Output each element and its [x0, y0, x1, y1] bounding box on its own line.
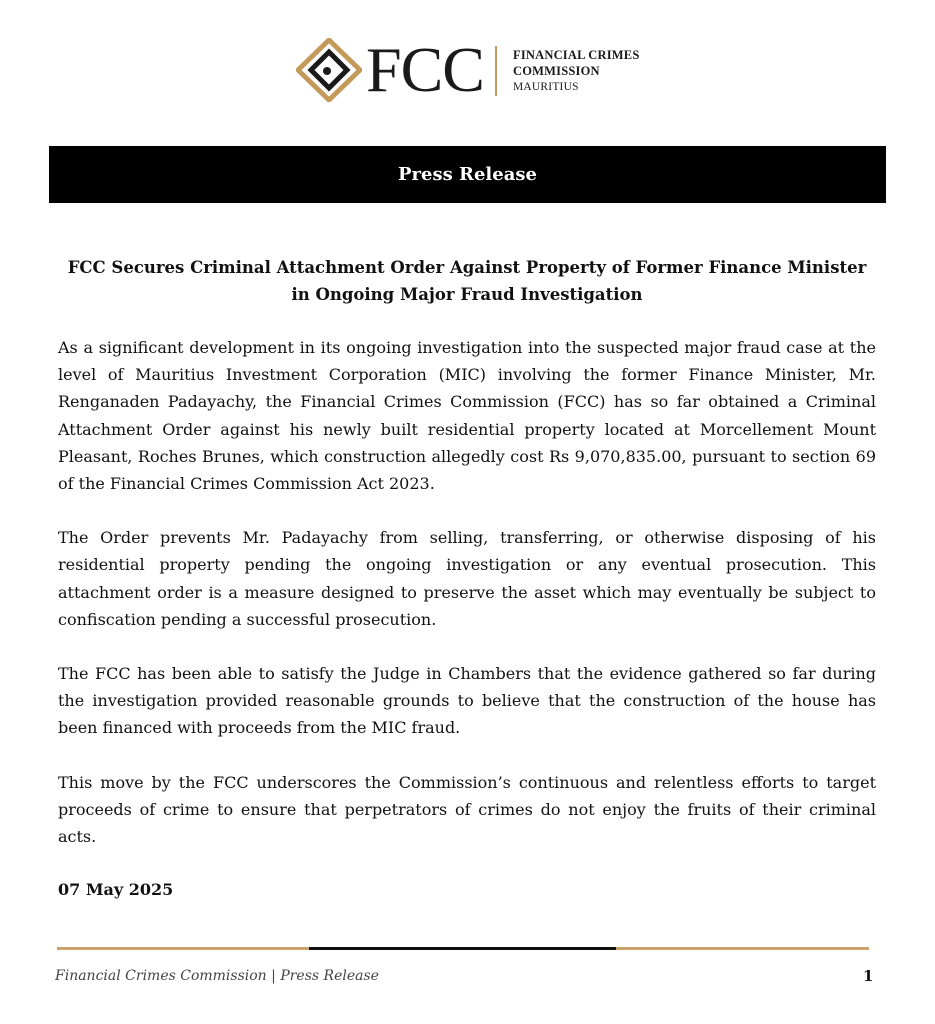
logo-org-line-1: FINANCIAL CRIMES — [513, 48, 640, 62]
headline: FCC Secures Criminal Attachment Order Against Property of Former Finance Minister in Ongoing Major Fraud Investigation — [67, 258, 867, 304]
banner-label: Press Release — [398, 164, 537, 185]
logo-wordmark: FCC — [366, 34, 484, 105]
logo-org-line-3: MAURITIUS — [513, 81, 579, 93]
fcc-diamond-emblem-icon — [296, 38, 362, 102]
body-text — [58, 334, 876, 877]
footer-rule-gold-right — [616, 947, 869, 950]
footer-rule-black-center — [309, 947, 616, 950]
logo-org-name — [513, 47, 639, 95]
footer-rule-gold-left — [57, 947, 309, 950]
paragraph: The Order prevents Mr. Padayachy from selling, transferring, or otherwise disposing of his residential property pending the ongoing investigation or any eventual prosecution. This attachment order is a measure designed to preserve the asset which may eventually be subject to confiscation pending a successful prosecution. — [58, 528, 876, 629]
paragraph: The FCC has been able to satisfy the Judge in Chambers that the evidence gathered so far during the investigation provided reasonable grounds to believe that the construction of the house has been financed with proceeds from the MIC fraud. — [58, 664, 876, 738]
paragraph: As a significant development in its ongoing investigation into the suspected major fraud case at the level of Mauritius Investment Corporation (MIC) involving the former Finance Minister, Mr. Renganaden Padayachy, the Financial Crimes Commission (FCC) has so far obtained a Criminal Attachment Order against his newly built residential property located at Morcellement Mount Pleasant, Roches Brunes, which construction allegedly cost Rs 9,070,835.00, pursuant to section 69 of the Financial Crimes Commission Act 2023. — [58, 338, 876, 494]
footer-caption: Financial Crimes Commission | Press Release — [55, 968, 379, 984]
logo-divider — [495, 46, 497, 96]
fcc-logo — [296, 34, 646, 105]
logo-org-line-2: COMMISSION — [513, 64, 600, 78]
paragraph: This move by the FCC underscores the Commission’s continuous and relentless efforts to target proceeds of crime to ensure that perpetrators of crimes do not enjoy the fruits of their criminal acts. — [58, 772, 876, 847]
release-date: 07 May 2025 — [58, 880, 174, 899]
press-release-banner — [49, 146, 886, 203]
page-number: 1 — [863, 967, 874, 985]
